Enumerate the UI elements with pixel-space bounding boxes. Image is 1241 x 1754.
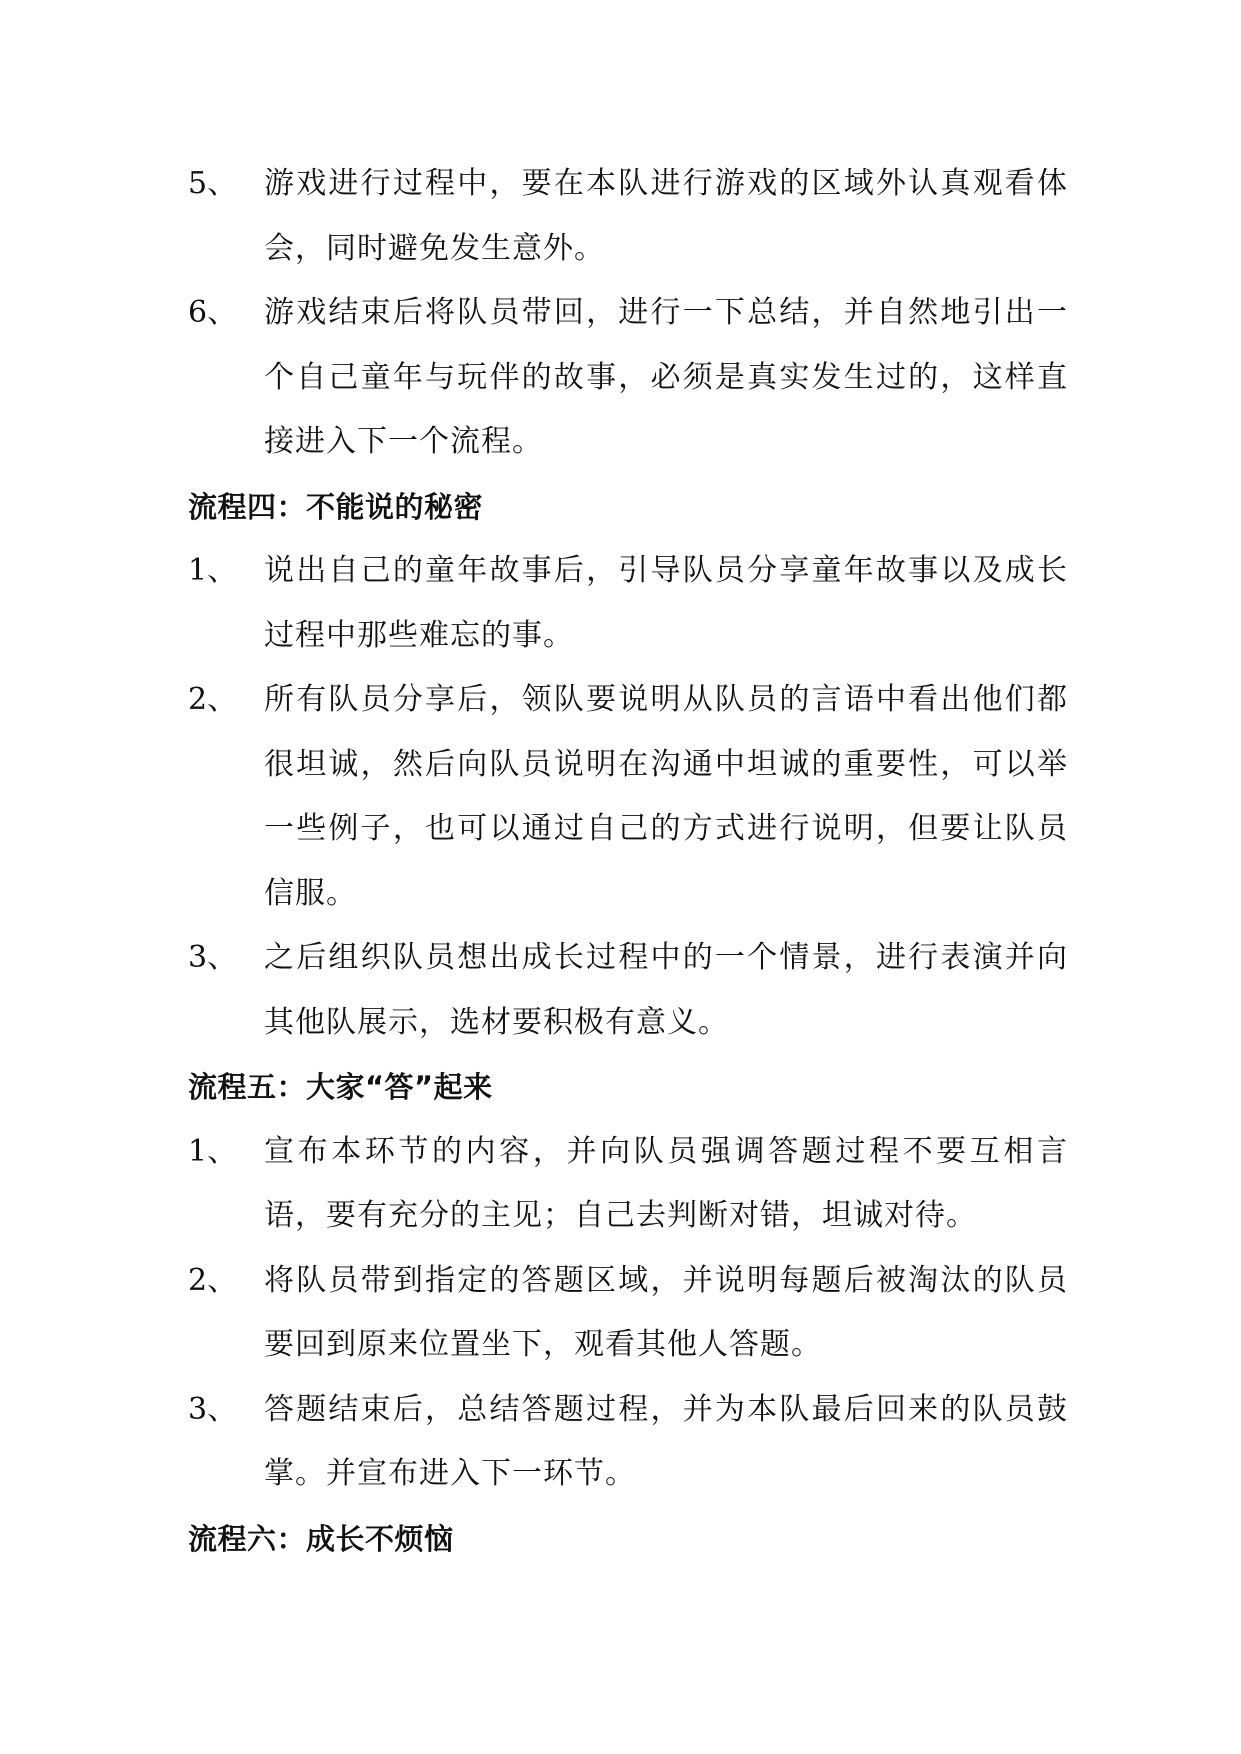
list-item: [188, 668, 1068, 926]
section-heading: 流程四：不能说的秘密: [188, 489, 484, 524]
section-heading: 流程五：大家“答”起来: [188, 1070, 493, 1104]
list-item: [188, 1378, 1068, 1507]
list-item-number: 1、: [188, 1133, 238, 1169]
list-item-number: 6、: [188, 295, 238, 330]
list-item-number: 3、: [188, 1391, 238, 1427]
list-item: [188, 539, 1068, 668]
list-item: [188, 1249, 1068, 1378]
list-item-text: 说出自己的童年故事后，引导队员分享童年故事以及成长过程中那些难忘的事。: [264, 553, 1068, 653]
list-item-number: 5、: [188, 166, 238, 201]
list-item-text: 将队员带到指定的答题区域，并说明每题后被淘汰的队员要回到原来位置坐下，观看其他人答题。: [264, 1262, 1068, 1362]
list-item: [188, 926, 1068, 1055]
list-item-number: 1、: [188, 553, 238, 588]
list-item-number: 3、: [188, 940, 238, 975]
list-item-text: 宣布本环节的内容，并向队员强调答题过程不要互相言语，要有充分的主见；自己去判断对错，坦诚对待。: [264, 1133, 1068, 1233]
list-item-text: 所有队员分享后，领队要说明从队员的言语中看出他们都很坦诚，然后向队员说明在沟通中坦诚的重要性，可以举一些例子，也可以通过自己的方式进行说明，但要让队员信服。: [264, 682, 1068, 911]
list-item: [188, 281, 1068, 475]
list-item-text: 游戏进行过程中，要在本队进行游戏的区域外认真观看体会，同时避免发生意外。: [264, 166, 1068, 266]
section-heading: 流程六：成长不烦恼: [188, 1521, 454, 1556]
list-item-text: 游戏结束后将队员带回，进行一下总结，并自然地引出一个自己童年与玩伴的故事，必须是真实发生过的，这样直接进入下一个流程。: [264, 295, 1068, 459]
list-item: [188, 1120, 1068, 1249]
list-item-text: 答题结束后，总结答题过程，并为本队最后回来的队员鼓掌。并宣布进入下一环节。: [264, 1391, 1068, 1491]
document-content: [188, 152, 1068, 1571]
list-item-number: 2、: [188, 682, 238, 717]
list-item-text: 之后组织队员想出成长过程中的一个情景，进行表演并向其他队展示，选材要积极有意义。: [264, 940, 1068, 1040]
list-item-number: 2、: [188, 1262, 238, 1298]
list-item: [188, 152, 1068, 281]
